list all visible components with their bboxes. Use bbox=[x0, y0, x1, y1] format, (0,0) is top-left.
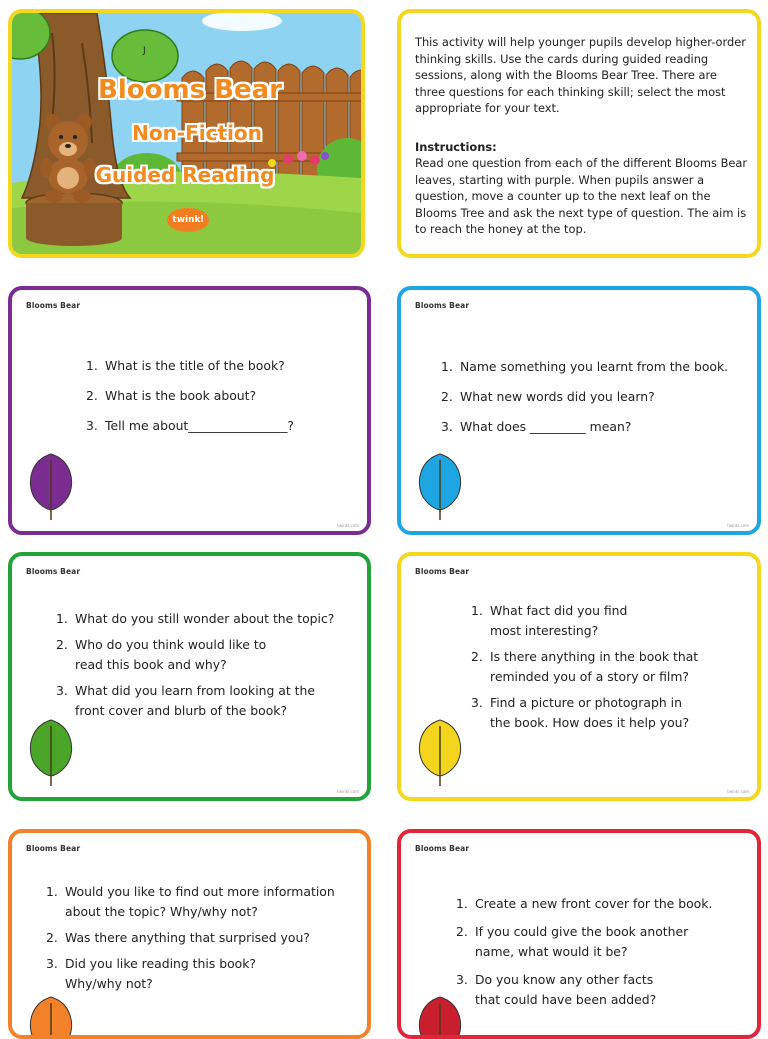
question-item: 1. What is the title of the book? bbox=[86, 358, 285, 373]
question-card-orange bbox=[8, 829, 371, 1039]
question-item: 3. What does _________ mean? bbox=[441, 419, 632, 434]
question-card-red bbox=[397, 829, 761, 1039]
card-label: Blooms Bear bbox=[415, 844, 470, 853]
cover-title: Blooms Bear bbox=[98, 75, 282, 105]
question-item: 2. What is the book about? bbox=[86, 388, 257, 403]
question-list bbox=[471, 601, 698, 743]
question-list bbox=[56, 609, 334, 731]
cover-card bbox=[8, 9, 365, 258]
twinkl-logo: twinkl bbox=[167, 208, 209, 232]
question-item: 2. Who do you think would like to read this book and why? bbox=[56, 637, 267, 672]
question-card-blue bbox=[397, 286, 761, 535]
cover-subtitle-guided-reading: Guided Reading bbox=[95, 163, 275, 187]
question-item: 3. What did you learn from looking at the front cover and blurb of the book? bbox=[56, 683, 316, 718]
instructions-text: Read one question from each of the different Blooms Bear leaves, starting with purple. When pupils answer a question, move a counter up to the next leaf on the Blooms Tree and ask the next type of question. The aim is to reach the honey at the top. bbox=[415, 156, 748, 236]
footer-logo: twinkl.com bbox=[337, 523, 359, 528]
card-label: Blooms Bear bbox=[415, 301, 470, 310]
card-label: Blooms Bear bbox=[415, 567, 470, 576]
question-item: 3. Did you like reading this book? Why/why not? bbox=[46, 956, 257, 991]
intro-paragraph: This activity will help younger pupils develop higher-order thinking skills. Use the cards during guided reading sessions, along with the Blooms Bear Tree. There are three questions for each thinking skill; select the most appropriate for your text. bbox=[415, 35, 746, 115]
question-item: 2. Was there anything that surprised you? bbox=[46, 930, 310, 945]
card-label: Blooms Bear bbox=[26, 567, 81, 576]
question-card-green bbox=[8, 552, 371, 801]
svg-text:J: J bbox=[143, 46, 146, 56]
footer-logo: twinkl.com bbox=[337, 789, 359, 794]
green-leaf-icon bbox=[26, 718, 76, 788]
question-item: 1. What fact did you find most interesting? bbox=[471, 603, 628, 638]
question-item: 1. Would you like to find out more information about the topic? Why/why not? bbox=[46, 884, 335, 919]
question-list bbox=[456, 894, 712, 1020]
question-card-yellow bbox=[397, 552, 761, 801]
question-list bbox=[441, 357, 728, 447]
question-item: 3. Do you know any other facts that could have been added? bbox=[456, 972, 657, 1007]
instructions-heading: Instructions: bbox=[415, 140, 497, 154]
orange-leaf-icon bbox=[26, 995, 76, 1039]
cover-subtitle-nonfiction: Non-Fiction bbox=[132, 121, 262, 145]
card-label: Blooms Bear bbox=[26, 301, 81, 310]
question-item: 1. What do you still wonder about the topic? bbox=[56, 611, 335, 626]
blue-leaf-icon bbox=[415, 452, 465, 522]
question-item: 2. If you could give the book another name, what would it be? bbox=[456, 924, 689, 959]
intro-card bbox=[397, 9, 761, 258]
question-item: 2. What new words did you learn? bbox=[441, 389, 655, 404]
question-item: 1. Create a new front cover for the book. bbox=[456, 896, 713, 911]
red-leaf-icon bbox=[415, 995, 465, 1039]
question-item: 3. Find a picture or photograph in the book. How does it help you? bbox=[471, 695, 690, 730]
question-item: 1. Name something you learnt from the book. bbox=[441, 359, 729, 374]
question-item: 3. Tell me about________________? bbox=[86, 418, 294, 433]
footer-logo: twinkl.com bbox=[727, 789, 749, 794]
card-label: Blooms Bear bbox=[26, 844, 81, 853]
yellow-leaf-icon bbox=[415, 718, 465, 788]
footer-logo: twinkl.com bbox=[727, 523, 749, 528]
question-card-purple bbox=[8, 286, 371, 535]
question-list bbox=[86, 356, 294, 446]
question-list bbox=[46, 882, 335, 1004]
purple-leaf-icon bbox=[26, 452, 76, 522]
question-item: 2. Is there anything in the book that reminded you of a story or film? bbox=[471, 649, 699, 684]
